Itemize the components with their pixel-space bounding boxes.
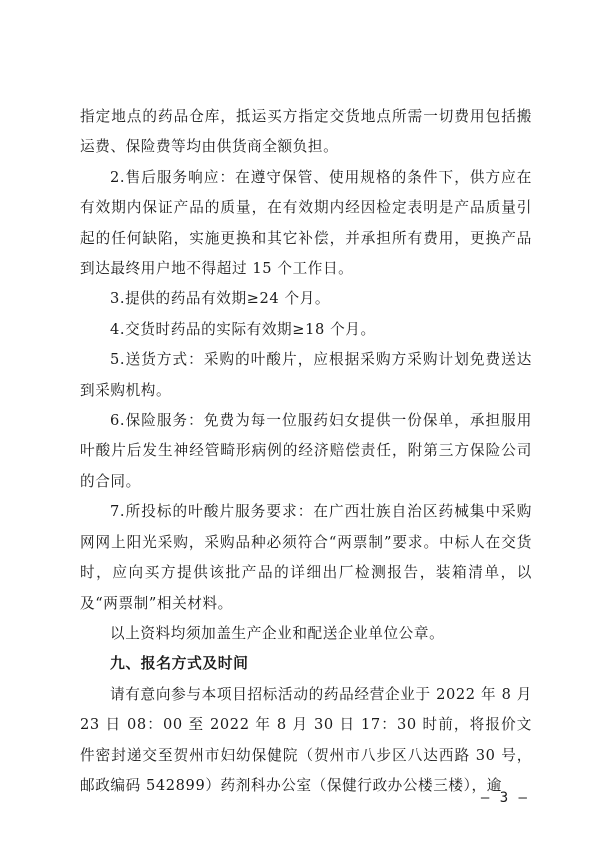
paragraph-after-sales: 2.售后服务响应：在遵守保管、使用规格的条件下，供方应在有效期内保证产品的质量，在有效期内经因检定表明是产品质量引起的任何缺陷，实施更换和其它补偿，并承担所有费用，更换产品到达最终用户地不得超过 15 个工作日。 [80, 168, 532, 278]
paragraph-shelf-life: 3.提供的药品有效期≥24 个月。 [110, 290, 331, 308]
paragraph-registration: 请有意向参与本项目招标活动的药品经营企业于 2022 年 8 月 23 日 08：00 至 2022 年 8 月 30 日 17：30 时前，将报价文件密封递交至贺州市妇幼保健院（贺州市八步区八达西路 30 号，邮政编码 542899）药剂科办公室（保健行政办公楼三楼），逾 [80, 685, 532, 794]
paragraph-service-requirements: 7.所投标的叶酸片服务要求：在广西壮族自治区药械集中采购网网上阳光采购，采购品种必须符合“两票制”要求。中标人在交货时，应向买方提供该批产品的详细出厂检测报告，装箱清单，以及“两票制”相关材料。 [80, 503, 532, 612]
paragraph-delivery-cost: 指定地点的药品仓库，抵运买方指定交货地点所需一切费用包括搬运费、保险费等均由供货商全额负担。 [80, 108, 532, 156]
paragraph-insurance: 6.保险服务：免费为每一位服药妇女提供一份保单，承担服用叶酸片后发生神经管畸形病例的经济赔偿责任，附第三方保险公司的合同。 [80, 412, 532, 490]
section-heading: 九、报名方式及时间 [110, 655, 249, 673]
document-body [80, 102, 532, 801]
paragraph-official-seal: 以上资料均须加盖生产企业和配送企业单位公章。 [110, 624, 445, 642]
paragraph-delivery-shelf-life: 4.交货时药品的实际有效期≥18 个月。 [110, 320, 376, 338]
paragraph-delivery-method: 5.送货方式：采购的叶酸片，应根据采购方采购计划免费送达到采购机构。 [80, 351, 532, 399]
page-number: — 3 — [480, 790, 528, 806]
